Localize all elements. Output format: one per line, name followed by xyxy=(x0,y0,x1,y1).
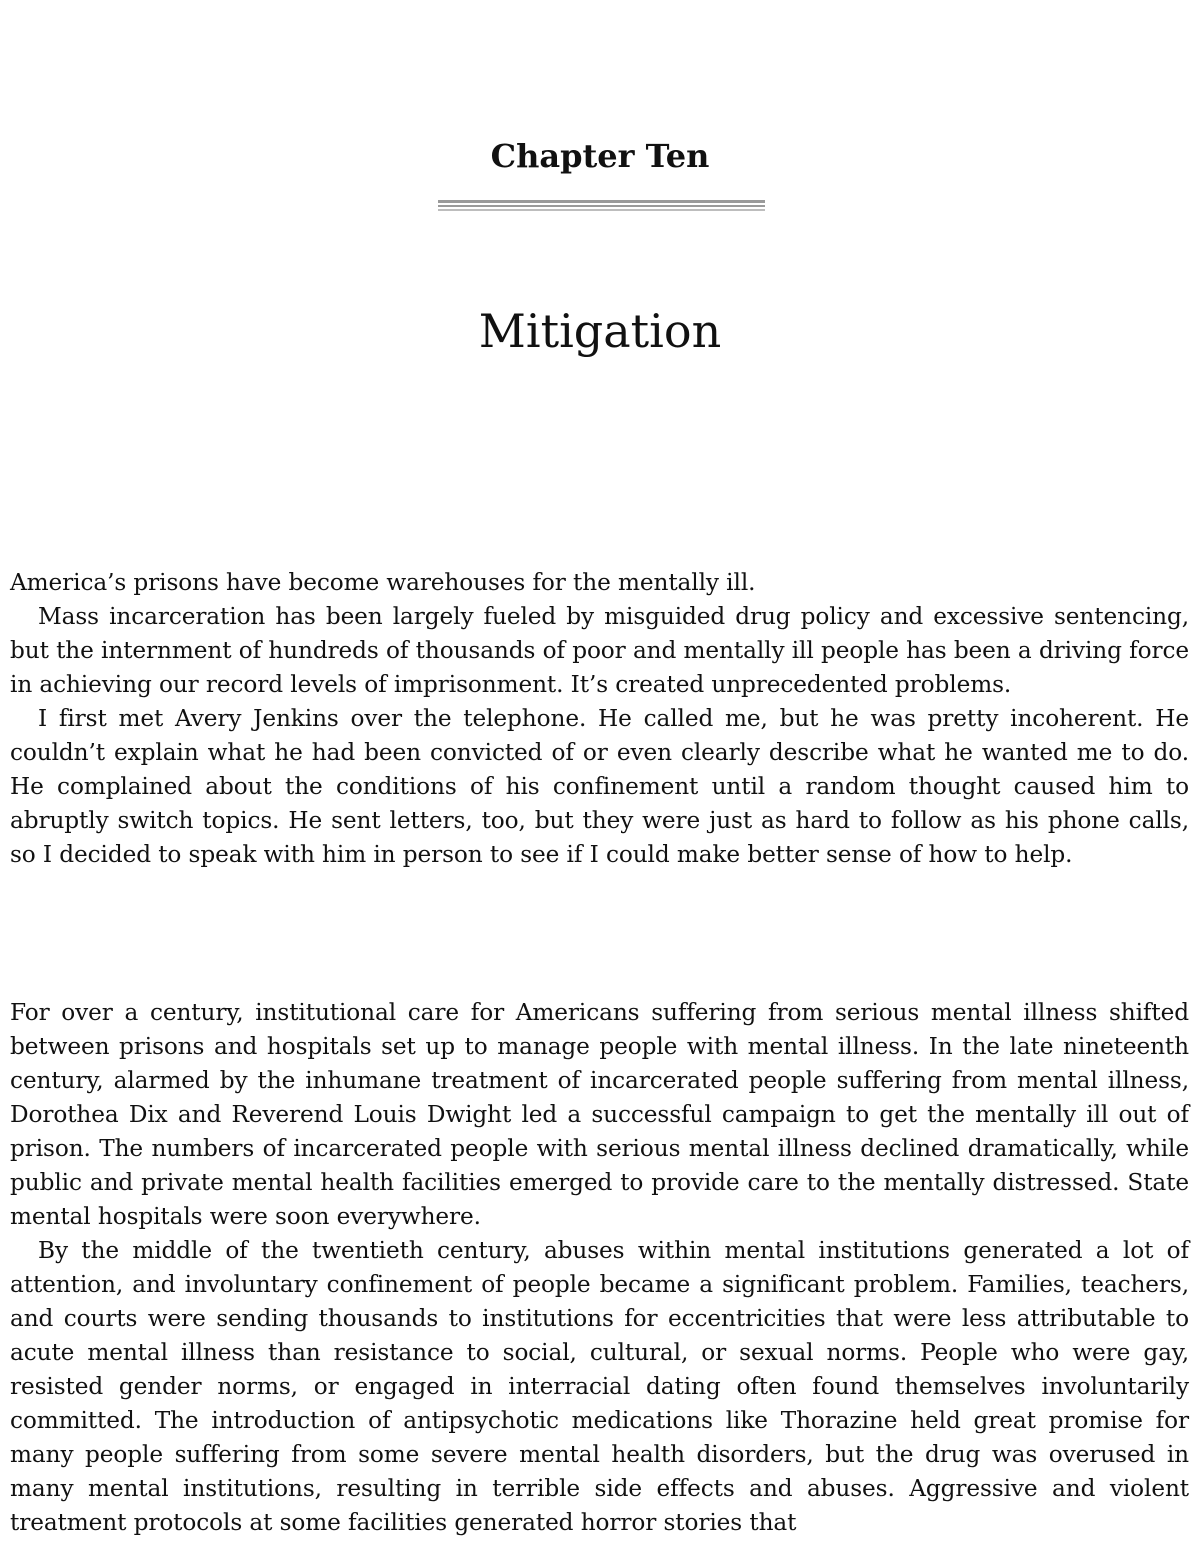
chapter-divider xyxy=(438,200,765,212)
chapter-title: Mitigation xyxy=(478,304,722,358)
section-1-body xyxy=(10,566,1189,872)
paragraph: By the middle of the twentieth century, abuses within mental institutions generated a lot of attention, and involuntary confinement of people became a significant problem. Families, teachers, and courts were sending thousands to institutions for eccentricities that were less attributable to acute mental illness than resistance to social, cultural, or sexual norms. People who were gay, resisted gender norms, or engaged in interracial dating often found themselves involuntarily committed. The introduction of antipsychotic medications like Thorazine held great promise for many people suffering from some severe mental health disorders, but the drug was overused in many mental institutions, resulting in terrible side effects and abuses. Aggressive and violent treatment protocols at some facilities generated horror stories that xyxy=(10,1237,1189,1536)
paragraph: Mass incarceration has been largely fueled by misguided drug policy and excessive sentencing, but the internment of hundreds of thousands of poor and mentally ill people has been a driving force in achieving our record levels of imprisonment. It’s created unprecedented problems. xyxy=(10,603,1189,698)
chapter-label: Chapter Ten xyxy=(490,137,710,175)
divider-line-bottom xyxy=(438,209,765,211)
paragraph: America’s prisons have become warehouses for the mentally ill. xyxy=(10,569,756,596)
paragraph: For over a century, institutional care for Americans suffering from serious mental illness shifted between prisons and hospitals set up to manage people with mental illness. In the late nineteenth century, alarmed by the inhumane treatment of incarcerated people suffering from mental illness, Dorothea Dix and Reverend Louis Dwight led a successful campaign to get the mentally ill out of prison. The numbers of incarcerated people with serious mental illness declined dramatically, while public and private mental health facilities emerged to provide care to the mentally distressed. State mental hospitals were soon everywhere. xyxy=(10,999,1189,1230)
divider-line-middle xyxy=(438,205,765,207)
divider-line-top xyxy=(438,200,765,203)
section-2-body xyxy=(10,996,1189,1540)
paragraph: I first met Avery Jenkins over the telephone. He called me, but he was pretty incoherent. He couldn’t explain what he had been convicted of or even clearly describe what he wanted me to do. He complained about the conditions of his confinement until a random thought caused him to abruptly switch topics. He sent letters, too, but they were just as hard to follow as his phone calls, so I decided to speak with him in person to see if I could make better sense of how to help. xyxy=(10,705,1189,868)
